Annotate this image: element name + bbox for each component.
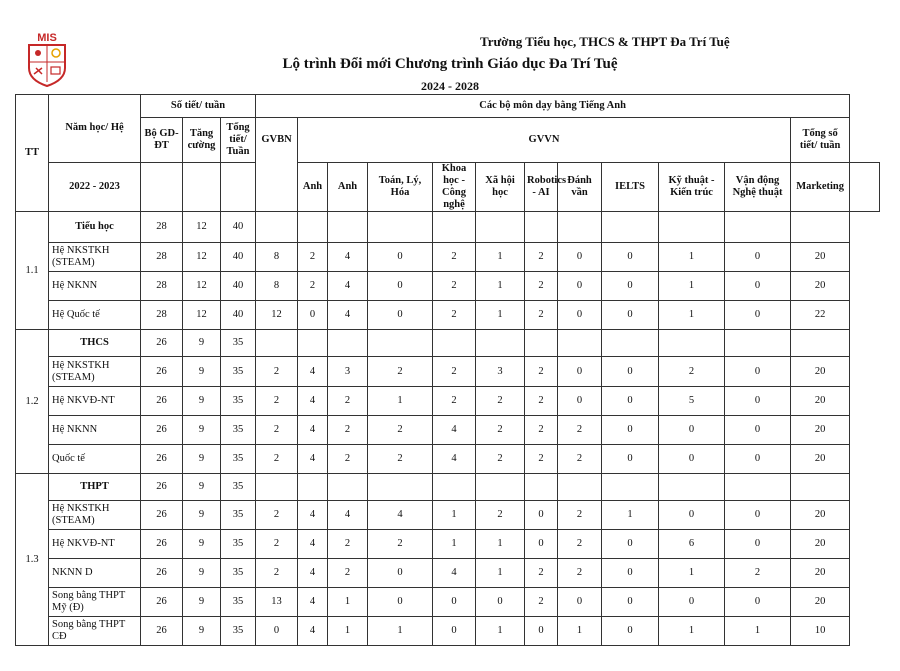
table-cell: 2	[256, 559, 298, 588]
table-cell: 2	[298, 243, 328, 272]
table-cell: 0	[558, 357, 602, 387]
table-cell: 0	[433, 588, 476, 617]
logo-text: MIS	[37, 32, 57, 44]
row-name: Hệ NKSTKH (STEAM)	[49, 501, 141, 530]
table-cell: 2	[256, 530, 298, 559]
table-row	[16, 272, 880, 301]
subject-toan-ly-hoa: Toán, Lý, Hóa	[368, 163, 433, 212]
table-cell: 0	[558, 301, 602, 330]
table-cell: 1	[659, 301, 725, 330]
table-cell: 40	[221, 301, 256, 330]
subject-anh-gvvn: Anh	[328, 163, 368, 212]
cell: 35	[221, 330, 256, 357]
table-cell: 2	[476, 387, 525, 416]
table-cell: 1	[328, 588, 368, 617]
table-cell: 0	[602, 617, 659, 646]
table-cell: 0	[602, 301, 659, 330]
table-cell: 2	[558, 445, 602, 474]
table-cell: 2	[256, 357, 298, 387]
table-cell: 4	[433, 445, 476, 474]
table-cell: 0	[525, 617, 558, 646]
table-cell: 28	[141, 301, 183, 330]
subject-robotics-ai: Robotics - AI	[525, 163, 558, 212]
subject-ky-thuat-kien-truc: Kỹ thuật - Kiến trúc	[659, 163, 725, 212]
row-name: NKNN D	[49, 559, 141, 588]
group-name: THCS	[49, 330, 141, 357]
subject-xa-hoi-hoc: Xã hội học	[476, 163, 525, 212]
table-cell: 0	[602, 357, 659, 387]
table-cell: 20	[791, 272, 850, 301]
subject-danh-van: Đánh vần	[558, 163, 602, 212]
table-cell: 20	[791, 530, 850, 559]
table-row	[16, 357, 880, 387]
table-cell: 6	[659, 530, 725, 559]
table-cell: 2	[525, 588, 558, 617]
table-row	[16, 559, 880, 588]
table-cell: 0	[725, 272, 791, 301]
table-cell: 2	[433, 272, 476, 301]
group-row-tieu-hoc	[16, 212, 880, 243]
table-cell: 9	[183, 387, 221, 416]
table-cell: 4	[298, 501, 328, 530]
table-cell: 4	[328, 301, 368, 330]
table-row	[16, 387, 880, 416]
table-cell: 9	[183, 559, 221, 588]
table-cell: 20	[791, 559, 850, 588]
table-cell: 2	[725, 559, 791, 588]
table-cell: 1	[476, 301, 525, 330]
table-cell: 40	[221, 243, 256, 272]
table-cell: 1	[725, 617, 791, 646]
table-cell: 1	[368, 387, 433, 416]
table-cell: 0	[725, 588, 791, 617]
school-name: Trường Tiểu học, THCS & THPT Đa Trí Tuệ	[480, 34, 730, 49]
table-cell: 9	[183, 501, 221, 530]
table-cell: 4	[298, 357, 328, 387]
table-cell: 2	[256, 387, 298, 416]
table-cell: 2	[525, 559, 558, 588]
group-row-thcs	[16, 330, 880, 357]
table-cell: 0	[725, 501, 791, 530]
table-cell: 2	[368, 357, 433, 387]
table-cell: 0	[433, 617, 476, 646]
table-cell: 8	[256, 272, 298, 301]
table-cell: 9	[183, 617, 221, 646]
table-cell: 9	[183, 357, 221, 387]
row-name: Hệ NKVĐ-NT	[49, 387, 141, 416]
table-cell: 2	[368, 445, 433, 474]
header-gvbn: GVBN	[256, 118, 298, 212]
cell-empty	[221, 163, 256, 212]
table-cell: 4	[433, 559, 476, 588]
table-cell: 0	[558, 243, 602, 272]
table-cell: 2	[433, 243, 476, 272]
table-cell: 4	[298, 445, 328, 474]
table-cell: 2	[433, 357, 476, 387]
table-cell: 0	[602, 445, 659, 474]
table-cell: 0	[368, 301, 433, 330]
table-cell: 20	[791, 588, 850, 617]
table-cell: 1	[433, 530, 476, 559]
table-cell: 26	[141, 501, 183, 530]
cell: 40	[221, 212, 256, 243]
table-cell: 1	[476, 559, 525, 588]
table-cell: 2	[328, 559, 368, 588]
table-cell: 9	[183, 588, 221, 617]
header-tang: Tăng cường	[183, 118, 221, 163]
table-cell: 0	[725, 243, 791, 272]
table-cell: 0	[725, 387, 791, 416]
page-title: Lộ trình Đổi mới Chương trình Giáo dục Đa Trí Tuệ	[282, 56, 618, 72]
table-cell: 2	[476, 445, 525, 474]
table-cell: 0	[725, 301, 791, 330]
group-tt: 1.3	[16, 474, 49, 646]
table-cell: 26	[141, 445, 183, 474]
table-cell: 0	[602, 530, 659, 559]
subject-ielts: IELTS	[602, 163, 659, 212]
table-cell: 0	[659, 445, 725, 474]
table-cell: 0	[602, 243, 659, 272]
table-cell: 2	[659, 357, 725, 387]
row-name: Hệ NKVĐ-NT	[49, 530, 141, 559]
table-cell: 0	[602, 588, 659, 617]
cell-empty	[183, 163, 221, 212]
header-periods: Số tiết/ tuần	[141, 95, 256, 118]
table-cell: 9	[183, 445, 221, 474]
table-cell: 1	[602, 501, 659, 530]
table-cell: 1	[659, 617, 725, 646]
table-cell: 0	[558, 387, 602, 416]
table-cell: 0	[602, 387, 659, 416]
table-cell: 2	[368, 416, 433, 445]
table-cell: 2	[476, 416, 525, 445]
row-name: Hệ NKNN	[49, 416, 141, 445]
table-cell: 20	[791, 357, 850, 387]
cell-empty	[850, 163, 880, 212]
table-cell: 0	[725, 357, 791, 387]
table-cell: 2	[525, 416, 558, 445]
table-cell: 0	[558, 272, 602, 301]
table-cell: 2	[558, 416, 602, 445]
table-cell: 1	[476, 617, 525, 646]
table-cell: 20	[791, 445, 850, 474]
table-cell: 3	[328, 357, 368, 387]
page-years: 2024 - 2028	[421, 79, 479, 93]
table-cell: 35	[221, 445, 256, 474]
cell: 12	[183, 212, 221, 243]
table-row	[16, 416, 880, 445]
table-cell: 0	[256, 617, 298, 646]
cell-empty	[141, 163, 183, 212]
table-cell: 28	[141, 243, 183, 272]
table-cell: 1	[476, 272, 525, 301]
table-row	[16, 445, 880, 474]
table-cell: 0	[525, 501, 558, 530]
table-cell: 35	[221, 588, 256, 617]
header-gvvn: GVVN	[298, 118, 791, 163]
group-tt: 1.1	[16, 212, 49, 330]
subject-marketing: Marketing	[791, 163, 850, 212]
table-cell: 2	[525, 387, 558, 416]
table-row	[16, 243, 880, 272]
table-row	[16, 530, 880, 559]
table-cell: 20	[791, 501, 850, 530]
table-cell: 2	[433, 387, 476, 416]
header-bo: Bộ GD-ĐT	[141, 118, 183, 163]
row-name: Hệ Quốc tế	[49, 301, 141, 330]
table-cell: 0	[725, 530, 791, 559]
table-cell: 12	[256, 301, 298, 330]
table-cell: 2	[328, 530, 368, 559]
table-cell: 2	[558, 559, 602, 588]
table-cell: 35	[221, 357, 256, 387]
table-cell: 35	[221, 501, 256, 530]
table-cell: 1	[368, 617, 433, 646]
table-cell: 0	[558, 588, 602, 617]
table-cell: 0	[476, 588, 525, 617]
table-cell: 35	[221, 530, 256, 559]
subject-khoa-hoc-cong-nghe: Khoa học - Công nghệ	[433, 163, 476, 212]
table-cell: 0	[602, 559, 659, 588]
table-cell: 2	[525, 272, 558, 301]
table-cell: 2	[328, 416, 368, 445]
header-tt: TT	[16, 95, 49, 212]
table-cell: 35	[221, 387, 256, 416]
table-cell: 8	[256, 243, 298, 272]
table-cell: 1	[558, 617, 602, 646]
cell: 26	[141, 474, 183, 501]
table-cell: 28	[141, 272, 183, 301]
table-cell: 20	[791, 387, 850, 416]
cell: 28	[141, 212, 183, 243]
row1-year: 2022 - 2023	[49, 163, 141, 212]
row-name: Hệ NKSTKH (STEAM)	[49, 243, 141, 272]
row-name: Song bằng THPT Mỹ (Đ)	[49, 588, 141, 617]
table-cell: 1	[476, 530, 525, 559]
table-cell: 12	[183, 272, 221, 301]
row-name: Hệ NKSTKH (STEAM)	[49, 357, 141, 387]
subject-anh-gvbn: Anh	[298, 163, 328, 212]
row-name: Quốc tế	[49, 445, 141, 474]
table-cell: 2	[256, 501, 298, 530]
table-cell: 26	[141, 387, 183, 416]
table-cell: 4	[433, 416, 476, 445]
table-row	[16, 617, 880, 646]
group-name: Tiểu học	[49, 212, 141, 243]
table-cell: 35	[221, 559, 256, 588]
table-cell: 0	[298, 301, 328, 330]
table-cell: 13	[256, 588, 298, 617]
table-cell: 1	[433, 501, 476, 530]
table-cell: 0	[659, 501, 725, 530]
subject-van-dong-nghe-thuat: Vận động Nghệ thuật	[725, 163, 791, 212]
cell: 9	[183, 474, 221, 501]
row-name: Hệ NKNN	[49, 272, 141, 301]
cell: 9	[183, 330, 221, 357]
group-row-thpt	[16, 474, 880, 501]
table-cell: 2	[328, 387, 368, 416]
table-cell: 12	[183, 301, 221, 330]
table-cell: 2	[525, 301, 558, 330]
table-cell: 20	[791, 416, 850, 445]
table-cell: 2	[368, 530, 433, 559]
table-cell: 2	[298, 272, 328, 301]
header-year: Năm học/ Hệ	[49, 95, 141, 163]
table-cell: 4	[368, 501, 433, 530]
table-cell: 9	[183, 416, 221, 445]
table-cell: 10	[791, 617, 850, 646]
table-cell: 2	[328, 445, 368, 474]
table-cell: 0	[368, 559, 433, 588]
table-cell: 2	[433, 301, 476, 330]
group-name: THPT	[49, 474, 141, 501]
table-cell: 4	[328, 501, 368, 530]
table-cell: 20	[791, 243, 850, 272]
table-cell: 3	[476, 357, 525, 387]
table-cell: 26	[141, 559, 183, 588]
table-cell: 2	[476, 501, 525, 530]
table-cell: 1	[476, 243, 525, 272]
table-cell: 0	[602, 272, 659, 301]
table-cell: 0	[602, 416, 659, 445]
table-cell: 35	[221, 617, 256, 646]
table-cell: 0	[725, 416, 791, 445]
table-cell: 2	[256, 416, 298, 445]
table-cell: 4	[298, 617, 328, 646]
table-cell: 4	[298, 559, 328, 588]
curriculum-table	[15, 94, 880, 646]
table-cell: 0	[725, 445, 791, 474]
table-cell: 5	[659, 387, 725, 416]
group-tt: 1.2	[16, 330, 49, 474]
table-cell: 1	[328, 617, 368, 646]
table-cell: 26	[141, 588, 183, 617]
cell: 35	[221, 474, 256, 501]
table-cell: 2	[256, 445, 298, 474]
table-cell: 2	[558, 501, 602, 530]
table-cell: 2	[525, 445, 558, 474]
table-cell: 0	[368, 272, 433, 301]
header-subjects-en: Các bộ môn dạy bằng Tiếng Anh	[256, 95, 850, 118]
table-row	[16, 588, 880, 617]
table-cell: 2	[558, 530, 602, 559]
row-name: Song bằng THPT CĐ	[49, 617, 141, 646]
table-cell: 22	[791, 301, 850, 330]
table-cell: 0	[368, 243, 433, 272]
table-cell: 4	[298, 387, 328, 416]
table-cell: 0	[659, 588, 725, 617]
table-cell: 2	[525, 243, 558, 272]
table-cell: 26	[141, 617, 183, 646]
table-cell: 0	[525, 530, 558, 559]
table-cell: 0	[659, 416, 725, 445]
table-cell: 26	[141, 357, 183, 387]
table-cell: 40	[221, 272, 256, 301]
table-cell: 2	[525, 357, 558, 387]
table-cell: 12	[183, 243, 221, 272]
header-tong: Tổng tiết/ Tuần	[221, 118, 256, 163]
table-row	[16, 301, 880, 330]
table-cell: 1	[659, 243, 725, 272]
table-cell: 9	[183, 530, 221, 559]
table-cell: 0	[368, 588, 433, 617]
table-cell: 4	[328, 272, 368, 301]
table-cell: 4	[328, 243, 368, 272]
header-total: Tổng số tiết/ tuần	[791, 118, 850, 163]
table-cell: 4	[298, 588, 328, 617]
table-cell: 1	[659, 272, 725, 301]
table-cell: 4	[298, 416, 328, 445]
table-cell: 26	[141, 416, 183, 445]
table-cell: 35	[221, 416, 256, 445]
table-row	[16, 501, 880, 530]
table-cell: 26	[141, 530, 183, 559]
cell: 26	[141, 330, 183, 357]
table-cell: 1	[659, 559, 725, 588]
table-cell: 4	[298, 530, 328, 559]
